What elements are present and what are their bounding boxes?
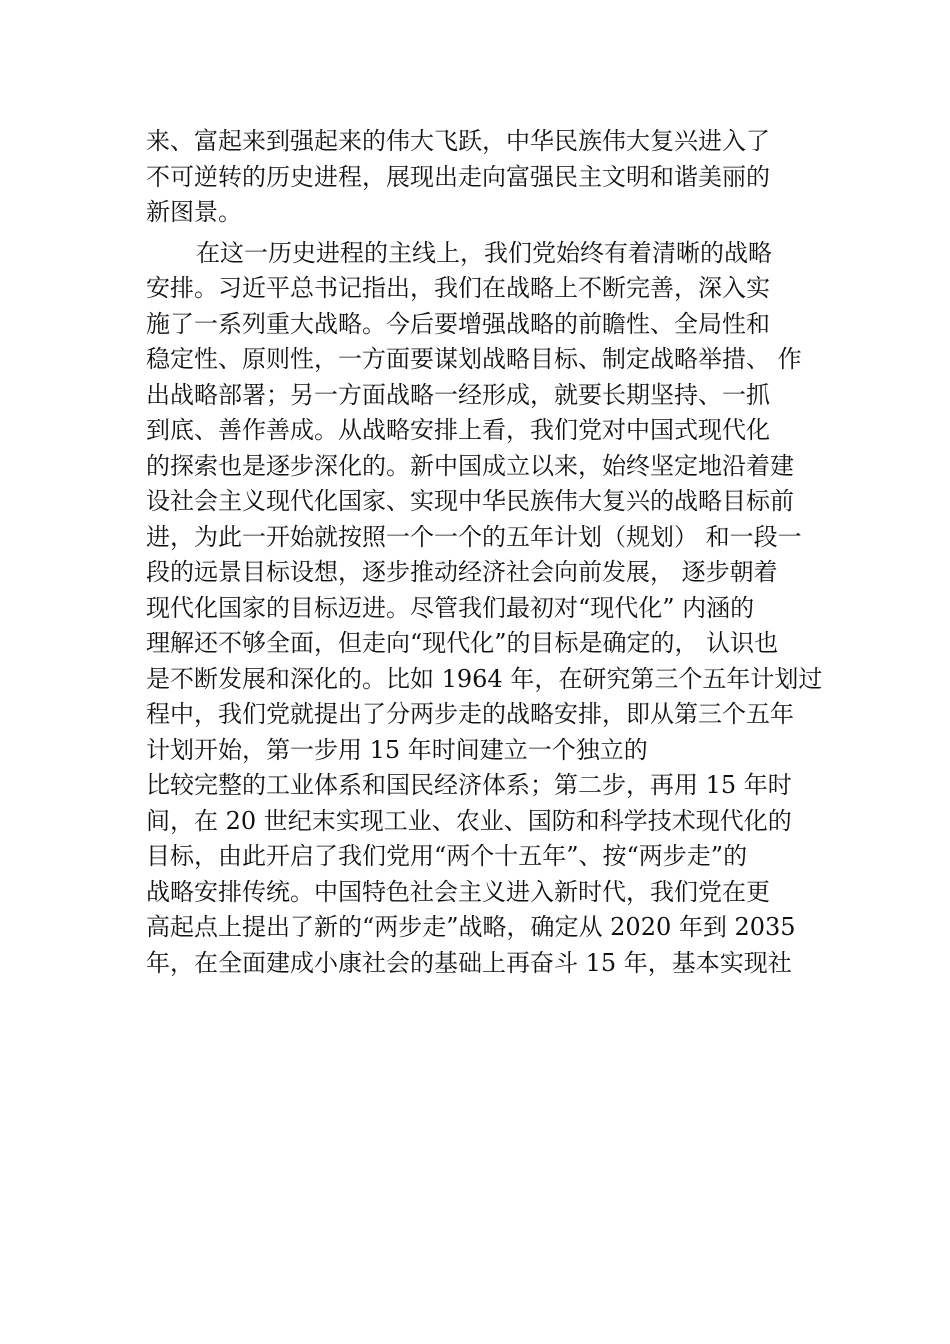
text-line: 新图景。 xyxy=(146,198,242,226)
text-line: 在这一历史进程的主线上，我们党始终有着清晰的战略 xyxy=(196,238,772,267)
paragraph-1 xyxy=(146,124,826,231)
text-line: 稳定性、原则性，一方面要谋划战略目标、制定战略举措、 作 xyxy=(146,345,802,373)
text-line: 比较完整的工业体系和国民经济体系；第二步，再用 15 年时 xyxy=(146,771,792,799)
body-text xyxy=(146,124,826,981)
text-line: 设社会主义现代化国家、实现中华民族伟大复兴的战略目标前 xyxy=(146,487,794,515)
text-line: 到底、善作善成。从战略安排上看，我们党对中国式现代化 xyxy=(146,416,770,444)
text-line: 目标，由此开启了我们党用“两个十五年”、按“两步走”的 xyxy=(146,842,748,870)
text-line: 程中，我们党就提出了分两步走的战略安排，即从第三个五年 xyxy=(146,700,794,728)
text-line: 的探索也是逐步深化的。新中国成立以来，始终坚定地沿着建 xyxy=(146,451,794,480)
text-line: 出战略部署；另一方面战略一经形成，就要长期坚持、一抓 xyxy=(146,380,770,409)
text-line: 是不断发展和深化的。比如 1964 年，在研究第三个五年计划过 xyxy=(146,664,823,693)
text-line: 不可逆转的历史进程，展现出走向富强民主文明和谐美丽的 xyxy=(146,162,770,191)
text-line: 高起点上提出了新的“两步走”战略，确定从 2020 年到 2035 xyxy=(146,913,796,941)
text-line: 计划开始，第一步用 15 年时间建立一个独立的 xyxy=(146,735,648,764)
text-line: 现代化国家的目标迈进。尽管我们最初对“现代化” 内涵的 xyxy=(146,593,755,622)
paragraph-2 xyxy=(146,236,826,982)
text-line: 段的远景目标设想，逐步推动经济社会向前发展， 逐步朝着 xyxy=(146,558,778,586)
text-line: 施了一系列重大战略。今后要增强战略的前瞻性、全局性和 xyxy=(146,309,770,338)
text-line: 进，为此一开始就按照一个一个的五年计划（规划） 和一段一 xyxy=(146,522,802,551)
text-line: 间，在 20 世纪末实现工业、农业、国防和科学技术现代化的 xyxy=(146,806,792,835)
text-line: 安排。习近平总书记指出，我们在战略上不断完善，深入实 xyxy=(146,274,770,302)
text-line: 理解还不够全面，但走向“现代化”的目标是确定的， 认识也 xyxy=(146,629,779,657)
text-line: 来、富起来到强起来的伟大飞跃，中华民族伟大复兴进入了 xyxy=(146,127,770,155)
text-line: 战略安排传统。中国特色社会主义进入新时代，我们党在更 xyxy=(146,877,770,906)
text-line: 年，在全面建成小康社会的基础上再奋斗 15 年，基本实现社 xyxy=(146,948,792,977)
